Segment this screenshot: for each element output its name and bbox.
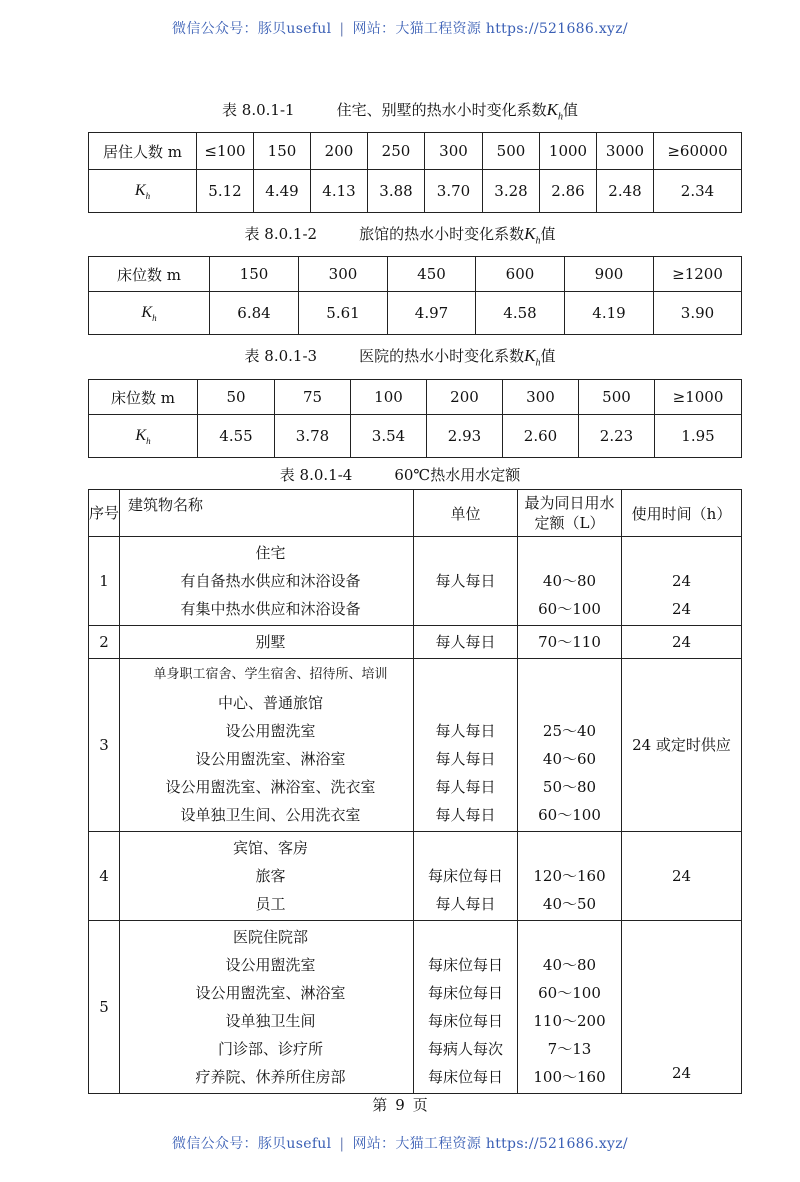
table4-building-name-line: 设公用盥洗室: [225, 956, 316, 974]
table3-title: 医院的热水小时变化系数: [359, 347, 525, 365]
table4-building-name-line: 有集中热水供应和沐浴设备: [180, 600, 361, 618]
table4-building-name-line: 设公用盥洗室、淋浴室、洗衣室: [165, 778, 376, 796]
table4-unit-line: 每病人每次: [427, 1040, 503, 1058]
table1-cell: 250: [368, 133, 425, 170]
table4: [88, 489, 742, 1094]
table1-title: 住宅、别墅的热水小时变化系数: [336, 101, 547, 119]
table2-cell: 4.19: [565, 292, 654, 335]
table4-unit-line: [414, 661, 517, 689]
table4-unit-line: 每人每日: [435, 806, 496, 824]
table4-unit-line: [414, 923, 517, 951]
table3-cell: 500: [579, 380, 655, 415]
table4-row-number: 5: [89, 921, 120, 1094]
table4-building-name-line: 员工: [255, 895, 286, 913]
table4-building-name: [120, 626, 414, 659]
table4-row: [89, 921, 742, 1094]
table4-number: 表 8.0.1-4: [279, 466, 353, 484]
table1-cell: 4.49: [254, 170, 311, 213]
table2-cell: 150: [210, 257, 299, 292]
table4-unit: [414, 537, 518, 626]
table1-cell: 3.28: [483, 170, 540, 213]
table3-cell: 1.95: [655, 415, 742, 458]
table4-row-number: 4: [89, 832, 120, 921]
table4-unit-line: 每人每日: [435, 778, 496, 796]
table4-building-name-line: 疗养院、休养所住房部: [195, 1068, 346, 1086]
table4-quota-line: 60～100: [538, 600, 601, 618]
table1-number: 表 8.0.1-1: [222, 101, 295, 119]
table4-quota: [518, 659, 622, 832]
table2-cell: 900: [565, 257, 654, 292]
table4-unit-line: 每人每日: [435, 572, 496, 590]
table4-hours-line: 24: [671, 633, 692, 651]
table1-cell: 150: [254, 133, 311, 170]
table4-unit-line: [414, 595, 517, 623]
table3-row-kh: [89, 415, 742, 458]
table4-hours: [622, 626, 742, 659]
table4-building-name: [120, 659, 414, 832]
table2-cell: 4.97: [388, 292, 476, 335]
table4-building-name-line: 设单独卫生间: [225, 1012, 316, 1030]
table2-cell: 300: [299, 257, 388, 292]
table4-header-hours: 使用时间（h）: [622, 490, 742, 537]
table1-cell: 200: [311, 133, 368, 170]
table1-kh-label: $K_h$: [89, 170, 197, 213]
table4-hours: [622, 832, 742, 921]
table4-building-name: [120, 537, 414, 626]
table1-cell: 3000: [597, 133, 654, 170]
table4-building-name-line: 单身职工宿舍、学生宿舍、招待所、培训: [153, 667, 388, 682]
table3-cell: 3.54: [351, 415, 427, 458]
table4-row-number: 3: [89, 659, 120, 832]
table4-hours-line: [622, 539, 741, 567]
table4-quota-line: [518, 539, 621, 567]
table4-quota-line: 120～160: [533, 867, 606, 885]
table3-cell: 2.60: [503, 415, 579, 458]
kh-symbol: $K_h$: [546, 100, 563, 123]
table4-building-name-line: 设公用盥洗室、淋浴室: [195, 984, 346, 1002]
table1-caption: [0, 99, 800, 122]
table4-building-name-line: 有自备热水供应和沐浴设备: [180, 572, 361, 590]
table4-unit: [414, 832, 518, 921]
table2-caption: [0, 223, 800, 246]
table2-kh-label: $K_h$: [89, 292, 210, 335]
banner-separator: |: [339, 1136, 345, 1152]
table4-unit-line: 每床位每日: [427, 1012, 503, 1030]
table4-body: [89, 537, 742, 1094]
table2-title: 旅馆的热水小时变化系数: [359, 225, 525, 243]
table4-building-name-line: 设公用盥洗室、淋浴室: [195, 750, 346, 768]
table4-hours-line: 24: [671, 1064, 692, 1082]
table4-unit-line: 每人每日: [435, 633, 496, 651]
kh-symbol: $K_h$: [524, 346, 541, 369]
page-number-value: 9: [395, 1096, 405, 1114]
table3-cell: 100: [351, 380, 427, 415]
table2-cell: 5.61: [299, 292, 388, 335]
table1-suffix: 值: [562, 101, 578, 119]
table4-quota: [518, 832, 622, 921]
table4-building-name-line: 中心、普通旅馆: [217, 694, 323, 712]
table2-cell: 450: [388, 257, 476, 292]
table2-row-beds: [89, 257, 742, 292]
table1-cell: ≤100: [197, 133, 254, 170]
table4-building-name-line: 门诊部、诊疗所: [217, 1040, 323, 1058]
table4-building-name: [120, 832, 414, 921]
table4-quota-line: 7～13: [547, 1040, 592, 1058]
table4-header-no: 序号: [89, 490, 120, 537]
page-number: 第 9 页: [372, 1096, 428, 1114]
table4-quota-line: 40～60: [542, 750, 597, 768]
table4-quota-line: 60～100: [538, 984, 601, 1002]
table4-hours-line: 24: [671, 867, 692, 885]
table4-row: [89, 659, 742, 832]
table4-hours-line: 24 或定时供应: [632, 736, 731, 754]
table2-cell: 4.58: [476, 292, 565, 335]
banner-wechat: 微信公众号：豚贝useful: [172, 1136, 332, 1152]
table1-row-label: 居住人数 m: [89, 133, 197, 170]
table4-quota: [518, 626, 622, 659]
table1-cell: 1000: [540, 133, 597, 170]
table4-row-number: 2: [89, 626, 120, 659]
table1-cell: 2.48: [597, 170, 654, 213]
table4-quota-line: 40～50: [542, 895, 597, 913]
table3-cell: 200: [427, 380, 503, 415]
table4-unit-line: 每人每日: [435, 895, 496, 913]
table4-unit: [414, 659, 518, 832]
table2-cell: 3.90: [654, 292, 742, 335]
table3-kh-label: $K_h$: [89, 415, 198, 458]
table3-cell: 2.93: [427, 415, 503, 458]
banner-website-link[interactable]: 网站：大猫工程资源 https://521686.xyz/: [352, 1136, 628, 1152]
table1: [88, 132, 742, 213]
table2-cell: 600: [476, 257, 565, 292]
table4-header-name: 建筑物名称: [120, 490, 414, 537]
table2-cell: ≥1200: [654, 257, 742, 292]
table4-quota-line: [518, 923, 621, 951]
table4-quota-line: 60～100: [538, 806, 601, 824]
table3-cell: ≥1000: [655, 380, 742, 415]
table4-building-name-line: 医院住院部: [232, 928, 308, 946]
table1-cell: 2.86: [540, 170, 597, 213]
table4-building-name: [120, 921, 414, 1094]
table4-unit-line: 每床位每日: [427, 956, 503, 974]
table4-quota-line: 110～200: [533, 1012, 606, 1030]
table4-header-row: [89, 490, 742, 537]
table1-row-population: [89, 133, 742, 170]
table1-cell: 500: [483, 133, 540, 170]
table4-unit: [414, 626, 518, 659]
table4-building-name-line: 旅客: [255, 867, 286, 885]
table3-cell: 4.55: [198, 415, 275, 458]
table3-row-label: 床位数 m: [89, 380, 198, 415]
table1-cell: 300: [425, 133, 483, 170]
table4-header-unit: 单位: [414, 490, 518, 537]
table3: [88, 379, 742, 458]
table4-hours: [622, 659, 742, 832]
table4-row: [89, 626, 742, 659]
banner-separator: |: [339, 21, 345, 37]
header-banner: [0, 18, 800, 38]
table4-building-name-line: 别墅: [255, 633, 286, 651]
table2-row-label: 床位数 m: [89, 257, 210, 292]
table4-title: 60℃热水用水定额: [394, 466, 521, 484]
table4-quota-line: 25～40: [542, 722, 597, 740]
table4-header-quota: 最为同日用水定额（L）: [518, 490, 622, 537]
table4-row-number: 1: [89, 537, 120, 626]
table4-quota-line: 50～80: [542, 778, 597, 796]
banner-website-link[interactable]: 网站：大猫工程资源 https://521686.xyz/: [352, 21, 628, 37]
table4-hours-line: 24: [671, 600, 692, 618]
banner-wechat: 微信公众号：豚贝useful: [172, 21, 332, 37]
table4-unit: [414, 921, 518, 1094]
table4-unit-line: [414, 834, 517, 862]
table4-building-name-line: 设公用盥洗室: [225, 722, 316, 740]
table3-cell: 50: [198, 380, 275, 415]
footer-banner: [0, 1133, 800, 1153]
table4-quota-line: 100～160: [533, 1068, 606, 1086]
table4-quota-line: [518, 689, 621, 717]
table4-building-name-line: 宾馆、客房: [232, 839, 308, 857]
table4-quota: [518, 921, 622, 1094]
table4-row: [89, 537, 742, 626]
table4-hours: [622, 921, 742, 1094]
table3-cell: 300: [503, 380, 579, 415]
table1-cell: 2.34: [654, 170, 742, 213]
table4-building-name-line: 设单独卫生间、公用洗衣室: [180, 806, 361, 824]
table4-quota-line: 40～80: [542, 572, 597, 590]
table4-quota-line: 40～80: [542, 956, 597, 974]
table4-quota-line: 70～110: [538, 633, 601, 651]
table1-cell: 3.70: [425, 170, 483, 213]
table4-hours: [622, 537, 742, 626]
table4-unit-line: [414, 689, 517, 717]
table4-row: [89, 832, 742, 921]
table3-number: 表 8.0.1-3: [244, 347, 318, 365]
table4-unit-line: 每床位每日: [427, 984, 503, 1002]
table4-hours-line: 24: [671, 572, 692, 590]
table4-unit-line: 每床位每日: [427, 1068, 503, 1086]
table4-quota-line: [518, 661, 621, 689]
table4-unit-line: 每人每日: [435, 750, 496, 768]
table2-number: 表 8.0.1-2: [244, 225, 318, 243]
table3-cell: 2.23: [579, 415, 655, 458]
table1-cell: ≥60000: [654, 133, 742, 170]
table2-row-kh: [89, 292, 742, 335]
table4-unit-line: 每床位每日: [427, 867, 503, 885]
table1-cell: 3.88: [368, 170, 425, 213]
kh-symbol: $K_h$: [524, 224, 541, 247]
table3-caption: [0, 345, 800, 368]
table2-cell: 6.84: [210, 292, 299, 335]
table2: [88, 256, 742, 335]
table4-unit-line: [414, 539, 517, 567]
table2-suffix: 值: [540, 225, 556, 243]
table4-quota: [518, 537, 622, 626]
table3-cell: 75: [275, 380, 351, 415]
table1-cell: 4.13: [311, 170, 368, 213]
table1-row-kh: [89, 170, 742, 213]
table4-caption: [0, 464, 800, 485]
table3-suffix: 值: [540, 347, 556, 365]
table3-cell: 3.78: [275, 415, 351, 458]
table4-unit-line: 每人每日: [435, 722, 496, 740]
table3-row-beds: [89, 380, 742, 415]
table4-building-name-line: 住宅: [255, 544, 286, 562]
table4-quota-line: [518, 834, 621, 862]
table1-cell: 5.12: [197, 170, 254, 213]
